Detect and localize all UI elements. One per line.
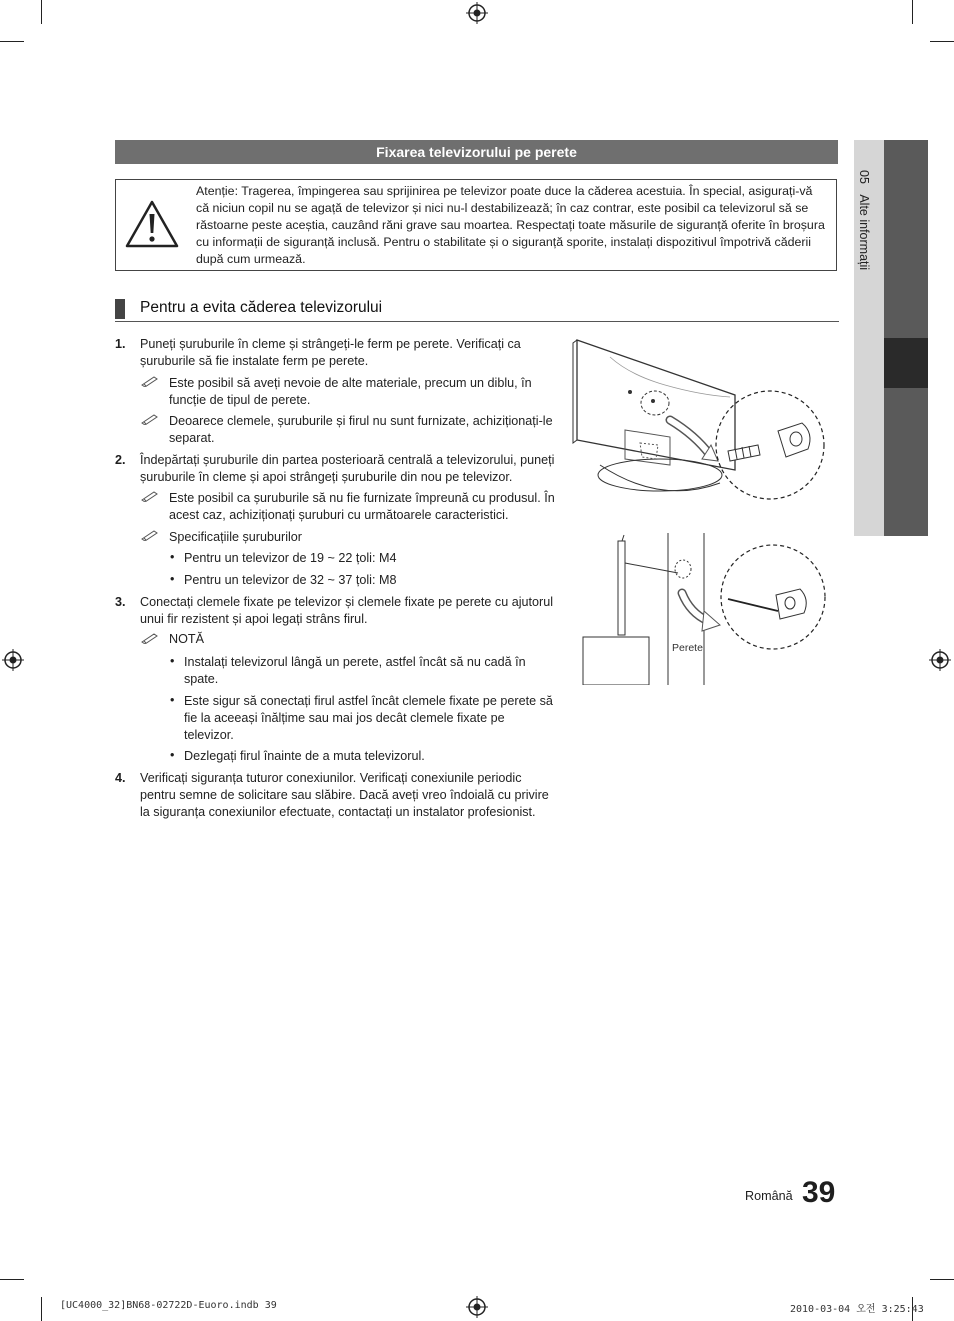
step-text: Îndepărtați șuruburile din partea posterioară centrală a televizorului, puneți șuruburile în cleme și apoi strângeți șuruburile din nou pe televizor. xyxy=(140,453,555,484)
bullet-dot: • xyxy=(170,693,175,707)
bullet-text: Instalați televizorul lângă un perete, astfel încât să nu cadă în spate. xyxy=(184,655,526,686)
bullet-text: Pentru un televizor de 32 ~ 37 țoli: M8 xyxy=(184,573,397,587)
registration-mark-icon xyxy=(2,649,24,671)
caution-text xyxy=(196,183,828,268)
step-number: 4. xyxy=(115,771,126,785)
crop-mark xyxy=(0,1279,24,1280)
note-text: Specificațiile șuruburilor xyxy=(169,530,302,544)
section-title-text: Pentru a evita căderea televizorului xyxy=(140,299,383,316)
wall-cord-illustration xyxy=(578,533,836,685)
tv-back-clamp-illustration xyxy=(570,335,832,500)
crop-mark xyxy=(0,41,24,42)
note-pencil-icon xyxy=(141,413,159,425)
caution-box xyxy=(115,179,837,271)
file-info: [UC4000_32]BN68-02722D-Euoro.indb 39 xyxy=(60,1300,277,1311)
registration-mark-icon xyxy=(929,649,951,671)
print-timestamp: 2010-03-04 오전 3:25:43 xyxy=(790,1304,924,1315)
crop-mark xyxy=(41,0,42,24)
bullet-text: Pentru un televizor de 19 ~ 22 țoli: M4 xyxy=(184,551,397,565)
crop-mark xyxy=(41,1297,42,1321)
wall-label: Perete xyxy=(672,642,703,654)
note-pencil-icon xyxy=(141,529,159,541)
section-title xyxy=(115,297,839,322)
side-tab-active xyxy=(884,338,928,388)
caution-label: Atenție xyxy=(196,184,235,198)
step-number: 2. xyxy=(115,453,126,467)
step-text: Puneți șuruburile în cleme și strângeți-le ferm pe perete. Verificați ca șuruburile să fie instalate ferm pe perete. xyxy=(140,337,521,368)
bullet-text: Este sigur să conectați firul astfel încât clemele fixate pe perete să fie la aceeași înălțime sau mai jos decât clemele fixate pe televizor. xyxy=(184,694,553,742)
step-text: Conectați clemele fixate pe televizor și clemele fixate pe perete cu ajutorul unui fir rezistent și apoi legați strâns firul. xyxy=(140,595,554,626)
step-text: Verificați siguranța tuturor conexiunilor. Verificați conexiunile periodic pentru semne de solicitare sau slăbire. Dacă aveți vreo îndoială cu privire la siguranța conexiunilor efectuate, contactați un instalator profesionist. xyxy=(140,771,549,819)
step-number: 3. xyxy=(115,595,126,609)
bullet-text: Dezlegați firul înainte de a muta televizorul. xyxy=(184,749,425,763)
registration-mark-icon xyxy=(466,1296,488,1318)
note-text: Este posibil să aveți nevoie de alte materiale, precum un diblu, în funcție de tipul de perete. xyxy=(169,376,532,407)
registration-mark-icon xyxy=(466,2,488,24)
chapter-title: Alte informații xyxy=(857,194,871,271)
crop-mark xyxy=(930,1279,954,1280)
bullet-dot: • xyxy=(170,654,175,668)
footer-language: Română xyxy=(745,1189,793,1203)
step-number: 1. xyxy=(115,337,126,351)
bullet-dot: • xyxy=(170,748,175,762)
caution-body: : Tragerea, împingerea sau sprijinirea pe televizor poate duce la căderea acestuia. În special, asigurați-vă că niciun copil nu se agață de televizor și nici nu-l destabilizează; în caz contrar, este posibil ca televizorul să se răstoarne peste aceștia, cauzând răni grave sau moartea. Respectați toate măsurile de siguranță oferite în broșura cu informații de siguranță inclusă. Pentru o stabilitate și o siguranță sporite, instalați dispozitivul împotrivă căderii după cum urmează. xyxy=(196,184,825,266)
note-pencil-icon xyxy=(141,375,159,387)
bullet-dot: • xyxy=(170,550,175,564)
note-pencil-icon xyxy=(141,632,159,644)
warning-triangle-icon xyxy=(124,199,180,249)
crop-mark xyxy=(912,0,913,24)
crop-mark xyxy=(930,41,954,42)
chapter-number: 05 xyxy=(857,170,871,184)
side-chapter-label xyxy=(857,170,871,270)
page-number: 39 xyxy=(802,1176,836,1209)
note-label: NOTĂ xyxy=(169,632,204,646)
note-text: Este posibil ca șuruburile să nu fie furnizate împreună cu produsul. În acest caz, achiziționați șuruburi cu următoarele caracteristici. xyxy=(169,491,555,522)
section-header-bar: Fixarea televizorului pe perete xyxy=(115,140,838,164)
note-pencil-icon xyxy=(141,490,159,502)
note-text: Deoarece clemele, șuruburile și firul nu sunt furnizate, achiziționați-le separat. xyxy=(169,414,553,445)
bullet-dot: • xyxy=(170,572,175,586)
section-marker xyxy=(115,299,125,319)
